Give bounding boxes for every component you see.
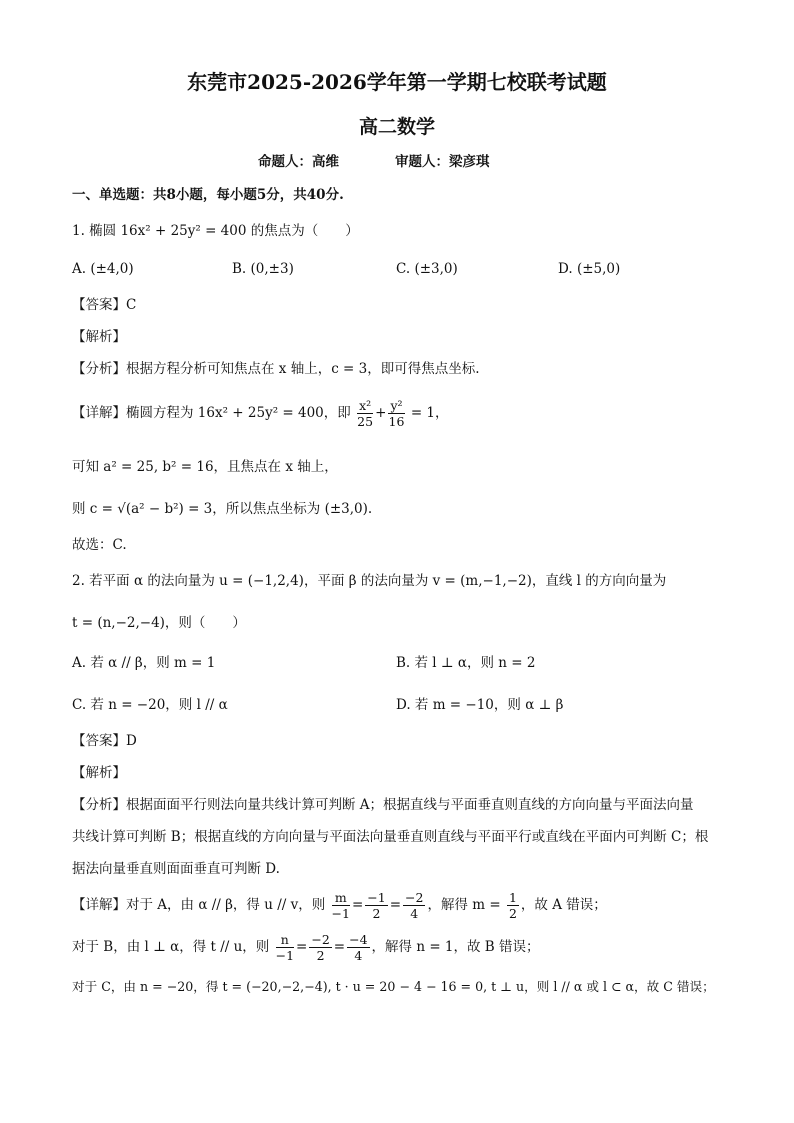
q2-answer: 【答案】D [72, 733, 137, 749]
q1-equation: 16x² + 25y² = 400 [120, 223, 247, 239]
q1-option-c: C. (±3,0) [396, 261, 458, 277]
q2-jiexi: 【解析】 [72, 765, 126, 781]
q2-analysis-line3: 据法向量垂直则面面垂直可判断 D. [72, 861, 280, 877]
q1-detail-line2: 可知 a² = 25, b² = 16，且焦点在 x 轴上， [72, 459, 338, 475]
author-line [258, 150, 490, 170]
q2-detail-c: 对于 C，由 n = −20，得 t = (−20,−2,−4), t · u = 20 − 4 − 16 = 0, t ⊥ u，则 l // α 或 l ⊂ α，故 C 错误； [72, 979, 715, 994]
section-heading: 一、单选题：共8小题，每小题5分，共40分. [72, 187, 344, 203]
frac-x2-25: $\frac{\text{x²}}{25}$ [357, 398, 374, 429]
q1-analysis: 【分析】根据方程分析可知焦点在 x 轴上，c = 3，即可得焦点坐标. [72, 361, 480, 377]
q2-stem-line2: t = (n,−2,−4)，则（ ） [72, 615, 246, 631]
q2-detail-a: 【详解】对于 A，由 α // β，得 u // v，则 $\frac{m}{-1}$ = $\frac{-1}{2}$ = $\frac{-2}{4}$ ，解得 m = $\frac{1}{2}$ ，故 A 错误； [72, 890, 607, 921]
q1-option-b: B. (0,±3) [232, 261, 294, 277]
reviewer: 审题人：梁彦琪 [395, 154, 490, 170]
q2-option-c: C. 若 n = −20，则 l // α [72, 697, 228, 713]
author: 命题人：高维 [258, 154, 339, 170]
q1-detail: 【详解】椭圆方程为 16x² + 25y² = 400，即 $\frac{\text{x²}}{25}$ + $\frac{\text{y²}}{16}$ = 1， [72, 398, 449, 429]
q2-stem-line1: 2. 若平面 α 的法向量为 u = (−1,2,4)，平面 β 的法向量为 v = (m,−1,−2)，直线 l 的方向向量为 [72, 573, 667, 589]
q1-detail-line3: 则 c = √(a² − b²) = 3，所以焦点坐标为 (±3,0). [72, 501, 373, 517]
q2-detail-b: 对于 B，由 l ⊥ α，得 t // u，则 $\frac{n}{-1}$ = $\frac{-2}{2}$ = $\frac{-4}{4}$ ，解得 n = 1，故 B 错误； [72, 932, 540, 963]
q2-analysis-line1: 【分析】根据面面平行则法向量共线计算可判断 A；根据直线与平面垂直则直线的方向向量与平面法向量 [72, 797, 694, 813]
exam-title: 东莞市2025-2026学年第一学期七校联考试题 [187, 70, 607, 94]
frac-y2-16: $\frac{\text{y²}}{16}$ [388, 398, 405, 429]
q2-option-a: A. 若 α // β，则 m = 1 [72, 655, 216, 671]
q2-analysis-line2: 共线计算可判断 B；根据直线的方向向量与平面法向量垂直则直线与平面平行或直线在平面内可判断 C；根 [72, 829, 709, 845]
q1-option-a: A. (±4,0) [72, 261, 134, 277]
q1-answer: 【答案】C [72, 297, 137, 313]
q1-option-d: D. (±5,0) [558, 261, 621, 277]
q1-conclusion: 故选：C. [72, 537, 127, 553]
exam-subtitle: 高二数学 [358, 116, 435, 138]
q2-option-b: B. 若 l ⊥ α，则 n = 2 [396, 655, 536, 671]
q2-option-d: D. 若 m = −10，则 α ⊥ β [396, 697, 564, 713]
q1-jiexi: 【解析】 [72, 329, 126, 345]
q1-stem: 1. 椭圆 16x² + 25y² = 400 的焦点为（ ） [72, 223, 359, 239]
